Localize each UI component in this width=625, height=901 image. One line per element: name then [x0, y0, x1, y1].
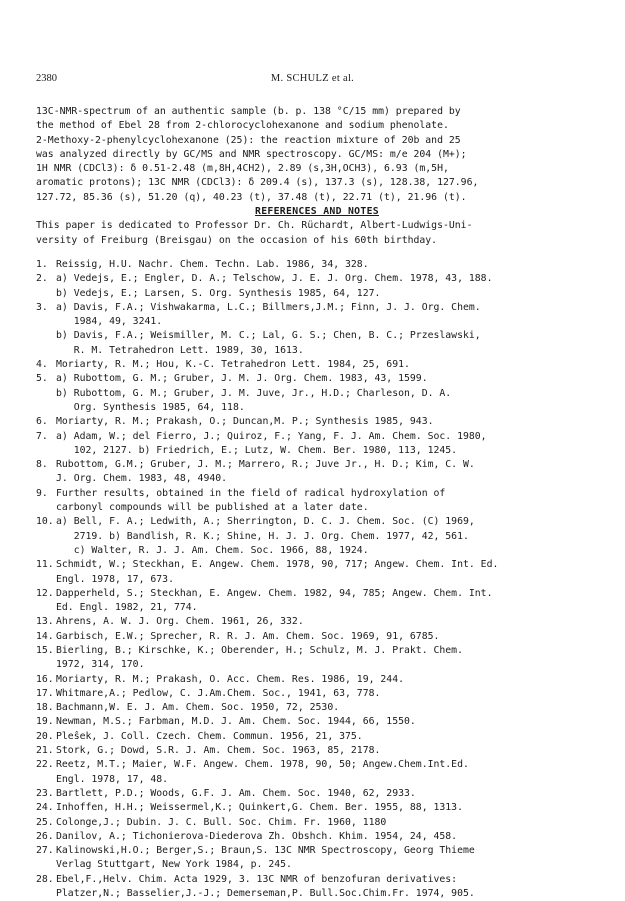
reference-line: Moriarty, R. M.; Prakash, O.; Duncan,M. P.; Synthesis 1985, 943. — [56, 416, 434, 428]
reference-number: 10. — [36, 516, 54, 528]
reference-item — [36, 301, 598, 358]
reference-number: 17. — [36, 687, 54, 699]
reference-number: 3. — [36, 301, 48, 313]
running-authors: M. SCHULZ et al. — [270, 73, 355, 84]
reference-item — [36, 587, 598, 616]
reference-item — [36, 558, 598, 587]
reference-number: 26. — [36, 830, 54, 842]
reference-line: Reissig, H.U. Nachr. Chem. Techn. Lab. 1986, 34, 328. — [56, 258, 369, 270]
reference-number: 19. — [36, 716, 54, 728]
reference-item — [36, 487, 598, 516]
page-body — [36, 105, 598, 901]
reference-line: Stork, G.; Dowd, S.R. J. Am. Chem. Soc. 1963, 85, 2178. — [56, 745, 381, 757]
reference-number: 8. — [36, 459, 48, 471]
reference-item — [36, 715, 598, 729]
text-line: was analyzed directly by GC/MS and NMR spectroscopy. GC/MS: m/e 204 (M+); — [36, 148, 467, 160]
reference-number: 12. — [36, 587, 54, 599]
reference-item — [36, 873, 598, 901]
reference-item — [36, 644, 598, 673]
reference-item — [36, 630, 598, 644]
reference-item — [36, 615, 598, 629]
reference-line: J. Org. Chem. 1983, 48, 4940. — [56, 473, 228, 485]
reference-item — [36, 430, 598, 459]
reference-item — [36, 415, 598, 429]
reference-line: Colonge,J.; Dubin. J. C. Bull. Soc. Chim. Fr. 1960, 1180 — [56, 816, 387, 828]
reference-item — [36, 801, 598, 815]
reference-number: 11. — [36, 559, 54, 571]
reference-line: Ed. Engl. 1982, 21, 774. — [56, 602, 198, 614]
reference-line: 1972, 314, 170. — [56, 659, 145, 671]
reference-line: a) Rubottom, G. M.; Gruber, J. M. J. Org. Chem. 1983, 43, 1599. — [56, 373, 428, 385]
reference-number: 5. — [36, 373, 48, 385]
reference-line: Bartlett, P.D.; Woods, G.F. J. Am. Chem. Soc. 1940, 62, 2933. — [56, 787, 416, 799]
reference-line: Kalinowski,H.O.; Berger,S.; Braun,S. 13C NMR Spectroscopy, Georg Thieme — [56, 845, 475, 857]
reference-number: 27. — [36, 845, 54, 857]
reference-line: Moriarty, R. M.; Prakash, O. Acc. Chem. Res. 1986, 19, 244. — [56, 673, 404, 685]
reference-line: 2719. b) Bandlish, R. K.; Shine, H. J. J. Org. Chem. 1977, 42, 561. — [56, 530, 469, 542]
reference-line: a) Adam, W.; del Fierro, J.; Quiroz, F.; Yang, F. J. Am. Chem. Soc. 1980, — [56, 430, 487, 442]
reference-line: Garbisch, E.W.; Sprecher, R. R. J. Am. Chem. Soc. 1969, 91, 6785. — [56, 630, 440, 642]
section-title: REFERENCES AND NOTES — [255, 206, 379, 218]
reference-line: Newman, M.S.; Farbman, M.D. J. Am. Chem. Soc. 1944, 66, 1550. — [56, 716, 416, 728]
reference-line: Bierling, B.; Kirschke, K.; Oberender, H.; Schulz, M. J. Prakt. Chem. — [56, 644, 463, 656]
text-line: 13C-NMR-spectrum of an authentic sample (b. p. 138 °C/15 mm) prepared by — [36, 106, 461, 117]
reference-line: Schmidt, W.; Steckhan, E. Angew. Chem. 1978, 90, 717; Angew. Chem. Int. Ed. — [56, 559, 499, 571]
reference-line: Whitmare,A.; Pedlow, C. J.Am.Chem. Soc., 1941, 63, 778. — [56, 687, 381, 699]
reference-item — [36, 258, 598, 272]
reference-number: 9. — [36, 487, 48, 499]
reference-line: Org. Synthesis 1985, 64, 118. — [56, 401, 245, 413]
reference-number: 23. — [36, 787, 54, 799]
reference-number: 7. — [36, 430, 48, 442]
reference-item — [36, 744, 598, 758]
reference-line: Further results, obtained in the field of radical hydroxylation of — [56, 487, 446, 499]
reference-item — [36, 358, 598, 372]
reference-item — [36, 372, 598, 415]
reference-item — [36, 673, 598, 687]
reference-line: Rubottom, G.M.; Gruber, J. M.; Marrero, R.; Juve Jr., H. D.; Kim, C. W. — [56, 459, 475, 471]
reference-line: a) Vedejs, E.; Engler, D. A.; Telschow, J. E. J. Org. Chem. 1978, 43, 188. — [56, 273, 493, 285]
experimental-paragraph — [36, 105, 598, 205]
text-line: the method of Ebel 28 from 2-chlorocyclohexanone and sodium phenolate. — [36, 120, 449, 132]
reference-number: 25. — [36, 816, 54, 828]
reference-item — [36, 272, 598, 301]
reference-list — [36, 258, 598, 901]
reference-line: Engl. 1978, 17, 48. — [56, 773, 169, 785]
reference-line: R. M. Tetrahedron Lett. 1989, 30, 1613. — [56, 344, 304, 356]
reference-line: 102, 2127. b) Friedrich, E.; Lutz, W. Chem. Ber. 1980, 113, 1245. — [56, 444, 458, 456]
reference-line: b) Davis, F.A.; Weismiller, M. C.; Lal, G. S.; Chen, B. C.; Przeslawski, — [56, 330, 481, 342]
reference-line: a) Davis, F.A.; Vishwakarma, L.C.; Billmers,J.M.; Finn, J. J. Org. Chem. — [56, 301, 481, 313]
text-line: 1H NMR (CDCl3): δ 0.51-2.48 (m,8H,4CH2), 2.89 (s,3H,OCH3), 6.93 (m,5H, — [36, 163, 449, 175]
reference-line: Inhoffen, H.H.; Weissermel,K.; Quinkert,G. Chem. Ber. 1955, 88, 1313. — [56, 802, 463, 814]
dedication — [36, 219, 598, 248]
reference-number: 13. — [36, 616, 54, 628]
reference-line: Verlag Stuttgart, New York 1984, p. 245. — [56, 859, 292, 871]
reference-number: 1. — [36, 258, 48, 270]
reference-item — [36, 458, 598, 487]
reference-line: a) Bell, F. A.; Ledwith, A.; Sherrington, D. C. J. Chem. Soc. (C) 1969, — [56, 516, 475, 528]
reference-line: Ebel,F.,Helv. Chim. Acta 1929, 3. 13C NMR of benzofuran derivatives: — [56, 873, 458, 885]
reference-number: 21. — [36, 745, 54, 757]
reference-number: 28. — [36, 873, 54, 885]
text-line: 2-Methoxy-2-phenylcyclohexanone (25): the reaction mixture of 20b and 25 — [36, 134, 461, 146]
reference-item — [36, 730, 598, 744]
reference-number: 15. — [36, 644, 54, 656]
reference-line: Platzer,N.; Basselier,J.-J.; Demerseman,P. Bull.Soc.Chim.Fr. 1974, 905. — [56, 888, 475, 900]
reference-item — [36, 687, 598, 701]
reference-line: Moriarty, R. M.; Hou, K.-C. Tetrahedron Lett. 1984, 25, 691. — [56, 359, 410, 371]
reference-line: Bachmann,W. E. J. Am. Chem. Soc. 1950, 72, 2530. — [56, 702, 340, 714]
reference-number: 6. — [36, 416, 48, 428]
reference-line: Dapperheld, S.; Steckhan, E. Angew. Chem. 1982, 94, 785; Angew. Chem. Int. — [56, 587, 493, 599]
reference-line: carbonyl compounds will be published at a later date. — [56, 502, 369, 514]
page-number: 2380 — [36, 73, 57, 84]
reference-number: 2. — [36, 273, 48, 285]
text-line: versity of Freiburg (Breisgau) on the occasion of his 60th birthday. — [36, 234, 438, 246]
reference-line: b) Rubottom, G. M.; Gruber, J. M. Juve, Jr., H.D.; Charleson, D. A. — [56, 387, 452, 399]
text-line: This paper is dedicated to Professor Dr. Ch. Rüchardt, Albert-Ludwigs-Uni- — [36, 220, 473, 232]
reference-number: 16. — [36, 673, 54, 685]
reference-line: c) Walter, R. J. J. Am. Chem. Soc. 1966, 88, 1924. — [56, 544, 369, 556]
reference-item — [36, 844, 598, 873]
reference-item — [36, 787, 598, 801]
reference-item — [36, 758, 598, 787]
reference-line: Pleŝek, J. Coll. Czech. Chem. Commun. 1956, 21, 375. — [56, 730, 363, 742]
reference-item — [36, 830, 598, 844]
reference-number: 4. — [36, 359, 48, 371]
reference-line: 1984, 49, 3241. — [56, 316, 163, 328]
reference-line: Reetz, M.T.; Maier, W.F. Angew. Chem. 1978, 90, 50; Angew.Chem.Int.Ed. — [56, 759, 469, 771]
reference-number: 20. — [36, 730, 54, 742]
reference-line: b) Vedejs, E.; Larsen, S. Org. Synthesis 1985, 64, 127. — [56, 287, 381, 299]
text-line: 127.72, 85.36 (s), 51.20 (q), 40.23 (t), 37.48 (t), 22.71 (t), 21.96 (t). — [36, 191, 467, 203]
reference-line: Danilov, A.; Tichonierova-Diederova Zh. Obshch. Khim. 1954, 24, 458. — [56, 830, 458, 842]
reference-number: 18. — [36, 702, 54, 714]
reference-line: Ahrens, A. W. J. Org. Chem. 1961, 26, 332. — [56, 616, 304, 628]
running-header — [36, 73, 589, 87]
reference-item — [36, 701, 598, 715]
reference-number: 14. — [36, 630, 54, 642]
reference-number: 24. — [36, 802, 54, 814]
reference-item — [36, 515, 598, 558]
reference-number: 22. — [36, 759, 54, 771]
reference-line: Engl. 1978, 17, 673. — [56, 573, 174, 585]
reference-item — [36, 816, 598, 830]
text-line: aromatic protons); 13C NMR (CDCl3): δ 209.4 (s), 137.3 (s), 128.38, 127.96, — [36, 177, 479, 189]
